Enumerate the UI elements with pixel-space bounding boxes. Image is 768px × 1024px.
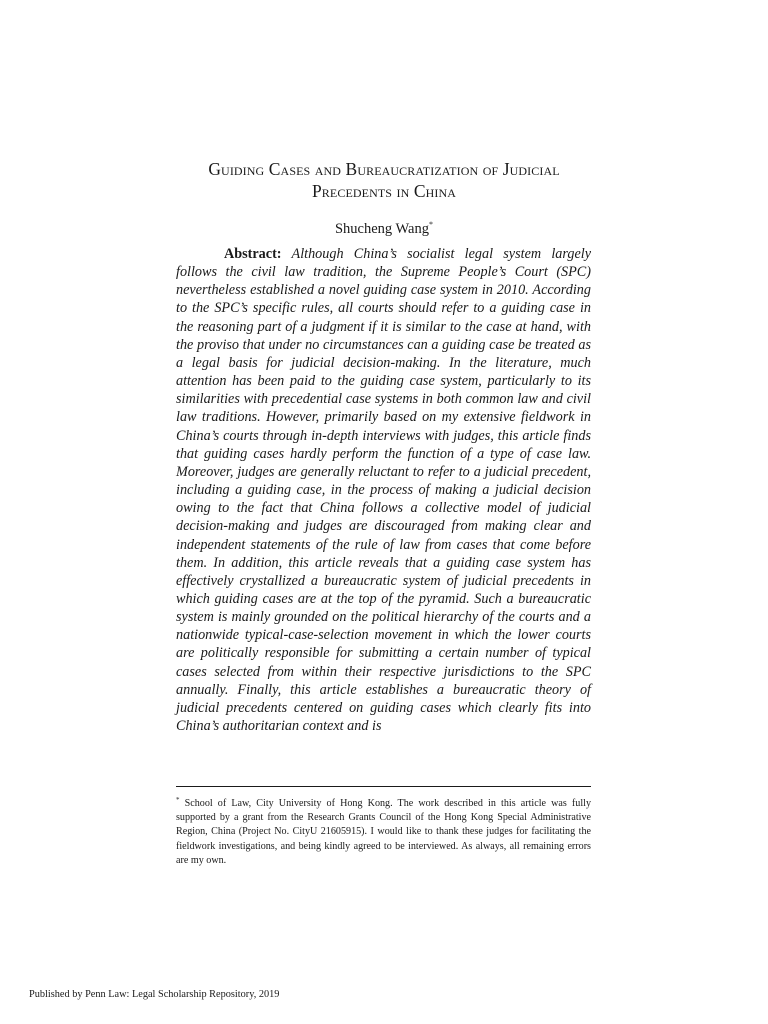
footnote-marker: * [176, 796, 180, 804]
abstract-label: Abstract: [224, 246, 282, 262]
author-line [176, 216, 592, 238]
abstract-paragraph [176, 245, 591, 735]
paper-title: Guiding Cases and Bureaucratization of Judicial Precedents in China [208, 159, 560, 201]
author-name: Shucheng Wang [334, 221, 429, 237]
footnote [176, 793, 591, 868]
author-footnote-marker[interactable]: * [429, 220, 433, 229]
abstract-text: Although China’s socialist legal system largely follows the civil law tradition, the Supreme People’s Court (SPC) nevertheless established a novel guiding case system in 2010. According to the SPC’s specific rules, all courts should refer to a guiding case in the reasoning part of a judgment if it is similar to the case at hand, with the proviso that under no circumstances can a guiding case be treated as a legal basis for judicial decision-making. In the literature, much attention has been paid to the guiding case system, particularly to its similarities with precedential case systems in both common law and civil law traditions. However, primarily based on my extensive fieldwork in China’s courts through in-depth interviews with judges, this article finds that guiding cases hardly perform the function of a type of case law. Moreover, judges are generally reluctant to refer to a judicial precedent, including a guiding case, in the process of making a judicial decision owing to the fact that China follows a collective model of judicial decision-making and judges are discouraged from making clear and independent statements of the rule of law from cases that come before them. In addition, this article reveals that a guiding case system has effectively crystallized a bureaucratic system of judicial precedents in which guiding cases are at the top of the pyramid. Such a bureaucratic system is mainly grounded on the political hierarchy of the courts and a nationwide typical-case-selection movement in which the lower courts are politically responsible for submitting a certain number of typical cases selected from within their respective jurisdictions to the SPC annually. Finally, this article establishes a bureaucratic theory of judicial precedents centered on guiding cases which clearly fits into China’s authoritarian context and is [176, 246, 592, 735]
published-by-line: Published by Penn Law: Legal Scholarship Repository, 2019 [29, 989, 280, 1000]
footnote-text: School of Law, City University of Hong Kong. The work described in this article was fully supported by a grant from the Research Grants Council of the Hong Kong Special Administrative Region, China (Project No. CityU 21605915). I would like to thank these judges for facilitating the fieldwork investigations, and being kindly agreed to be interviewed. As always, all remaining errors are my own. [176, 798, 592, 866]
footnote-separator [176, 786, 591, 787]
